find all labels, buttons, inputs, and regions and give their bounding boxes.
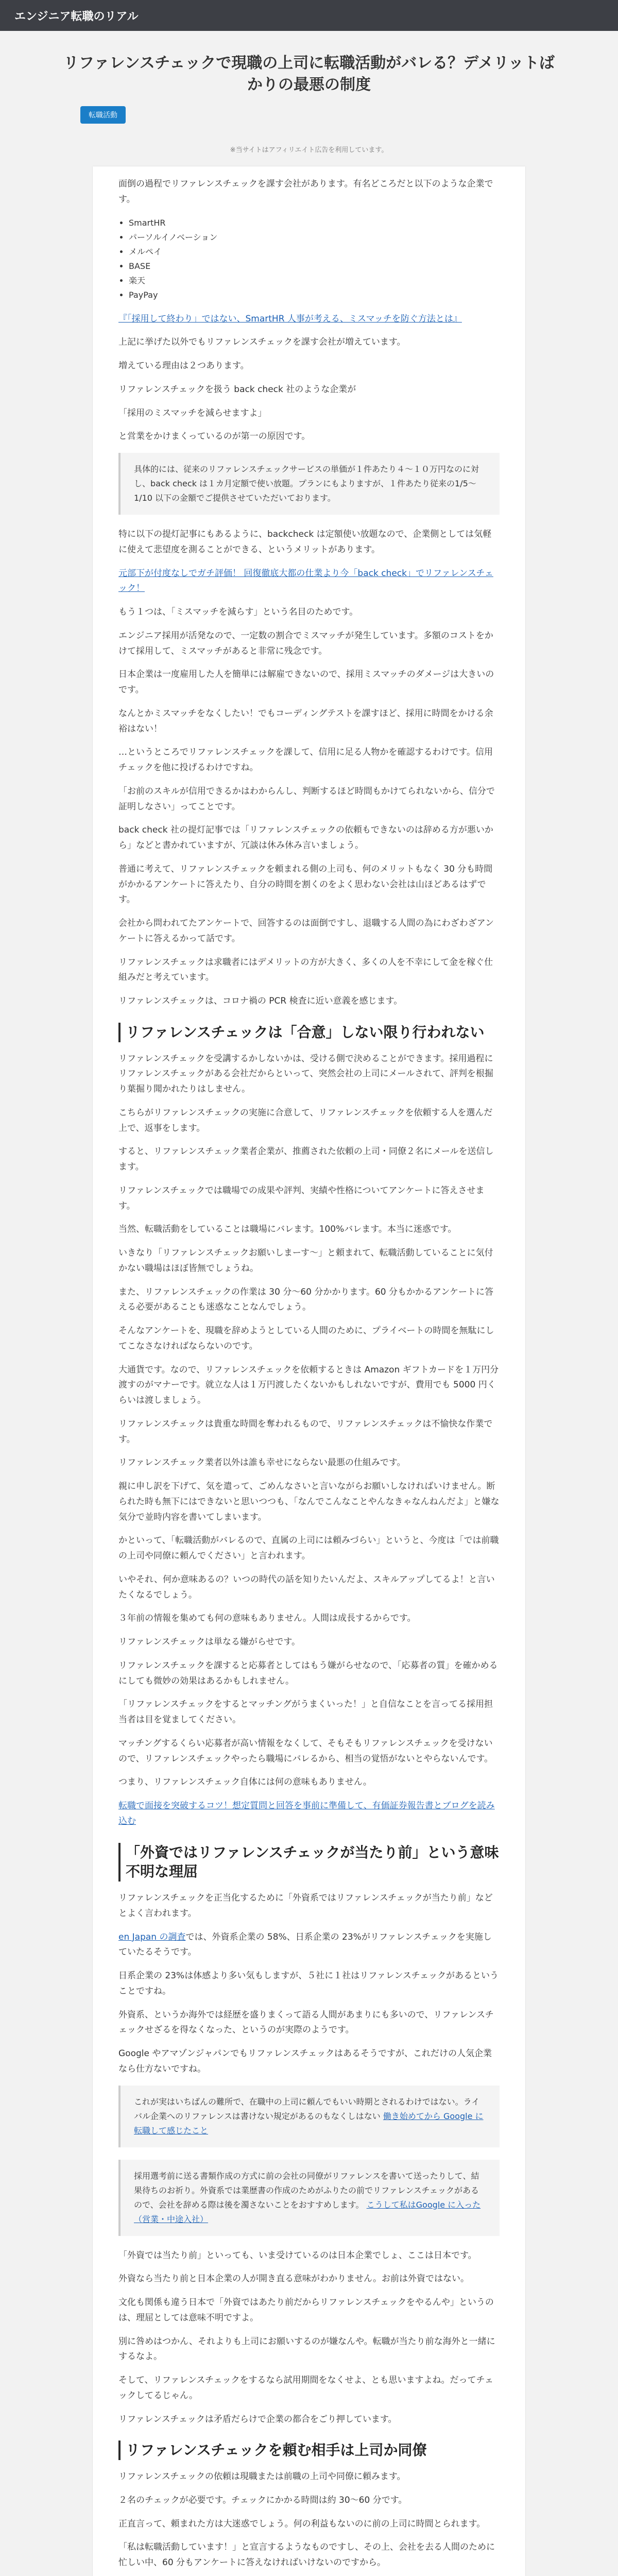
list-item: • BASE xyxy=(129,259,500,274)
list-item: • メルペイ xyxy=(129,245,500,259)
quote-source-link[interactable]: 働き始めてから Google に転職して感じたこと xyxy=(134,2111,484,2136)
paragraph: いやそれ、何か意味あるの？いつの時代の話を知りたいんだよ、スキルアップしてるよ！と言いたくなるでしょう。 xyxy=(118,1574,495,1600)
article-meta xyxy=(77,106,541,124)
paragraph: Google やアマゾンジャパンでもリファレンスチェックはあるそうですが、これだけの人気企業なら仕方ないですね。 xyxy=(118,2048,492,2074)
section-heading: 「外資ではリファレンスチェックが当たり前」という意味不明な理屈 xyxy=(118,1843,500,1882)
paragraph: リファレンスチェックの依頼は現職または前職の上司や同僚に頼みます。 xyxy=(118,2471,406,2482)
quote-text: 具体的には、従来のリファレンスチェックサービスの単価が１件あたり４〜１０万円なのに対し、back check は１カ月定額で使い放題。プランにもよりますが、１件あたり従来の1/5〜1/10 以下の金額でご提供させていただいております。 xyxy=(134,464,479,503)
blockquote xyxy=(118,2160,500,2236)
blockquote xyxy=(118,2086,500,2147)
paragraph: 特に以下の提灯記事にもあるように、backcheck は定額使い放題なので、企業側としては気軽に使えて悲望度を測ることができる、というメリットがあります。 xyxy=(118,529,492,555)
paragraph: 日系企業の 23%は体感より多い気もしますが、５社に１社はリファレンスチェックがあるということですね。 xyxy=(118,1971,499,1996)
survey-link[interactable]: en Japan の調査 xyxy=(118,1931,186,1942)
paragraph: つまり、リファレンスチェック自体には何の意味もありません。 xyxy=(118,1777,372,1788)
quote-text xyxy=(134,2169,486,2227)
paragraph: マッチングするくらい応募者が高い情報をなくして、そもそもリファレンスチェックを受けないので、リファレンスチェックやったら職場にバレるから、相当の覚悟がないとやらないんです。 xyxy=(118,1738,493,1764)
quote-body: 採用選考前に送る書類作成の方式に前の会社の同僚がリファレンスを書いて送ったりして、結果待ちのお祈り。外資系では業歴書の作成のためがふりたの前でリファレンスチェックがあるので、会社を辞める際は後を濁さないことをおすすめします。 xyxy=(134,2171,479,2210)
paragraph xyxy=(118,1930,500,1961)
paragraph: 外資系、というか海外では経歴を盛りまくって語る人間があまりにも多いので、リファレンスチェックせざるを得なくなった、というのが実際のようです。 xyxy=(118,2009,494,2036)
paragraph: 親に申し訳を下げて、気を遣って、ごめんなさいと言いながらお願いしなければいけません。断られた時も無下にはできないと思いつつも、「なんでこんなことやんなきゃなんねんだよ」と嫌な気分で並時内容を書いてしまいます。 xyxy=(118,1481,500,1522)
sponsor-notice: ※当サイトはアフィリエイト広告を利用しています。 xyxy=(230,146,388,154)
category-badge[interactable]: 転職活動 xyxy=(80,106,126,124)
paragraph: すると、リファレンスチェック業者企業が、推薦された依頼の上司・同僚２名にメールを送信します。 xyxy=(118,1146,494,1173)
paragraph: 面倒の過程でリファレンスチェックを課す会社があります。有名どころだと以下のような企業です。 xyxy=(118,179,493,205)
paragraph: リファレンスチェックは単なる嫌がらせです。 xyxy=(118,1637,301,1648)
paragraph: 「お前のスキルが信用できるかはわからんし、判断するほど時間もかけてられないから、信分で証明しなさい」ってことです。 xyxy=(118,786,495,812)
paragraph: 正直言って、頼まれた方は大迷惑でしょう。何の利益もないのに前の上司に時間とられます。 xyxy=(118,2518,486,2529)
paragraph: 日本企業は一度雇用した人を簡単には解雇できないので、採用ミスマッチのダメージは大きいのです。 xyxy=(118,669,494,695)
paragraph: リファレンスチェックでは職場での成果や評判、実績や性格についてアンケートに答えさせます。 xyxy=(118,1185,485,1211)
list-item: • SmartHR xyxy=(129,216,500,230)
quote-source-link[interactable]: こうして私はGoogle に入った（営業・中途入社） xyxy=(134,2199,481,2224)
paragraph: ２名のチェックが必要です。チェックにかかる時間は約 30〜60 分です。 xyxy=(118,2495,407,2505)
site-logo[interactable]: エンジニア転職のリアル xyxy=(14,10,139,23)
page-title: リファレンスチェックで現職の上司に転職活動がバレる？デメリットばかりの最悪の制度 xyxy=(63,54,555,94)
paragraph: いきなり「リファレンスチェックお願いしまーす〜」と頼まれて、転職活動していることに気付かない職場はほぼ皆無でしょうね。 xyxy=(118,1248,493,1274)
article-link[interactable]: 『「採用して終わり」ではない、SmartHR 人事が考える、ミスマッチを防ぐ方法とは』 xyxy=(118,313,462,324)
paragraph: リファレンスチェックは求職者にはデメリットの方が大きく、多くの人を不幸にして金を稼ぐ仕組みだと考えています。 xyxy=(118,957,493,983)
paragraph: エンジニア採用が活発なので、一定数の割合でミスマッチが発生しています。多額のコストをかけて採用して、ミスマッチがあると非常に残念です。 xyxy=(118,630,493,656)
list-item: • パーソルイノベーション xyxy=(129,230,500,245)
paragraph: リファレンスチェックは貴重な時間を奪われるもので、リファレンスチェックは不愉快な作業です。 xyxy=(118,1418,493,1445)
paragraph: 普通に考えて、リファレンスチェックを頼まれる側の上司も、何のメリットもなく 30 分も時間がかかるアンケートに答えたり、自分の時間を割くのをよく思わない会社は山ほどあるはずです。 xyxy=(118,863,493,905)
paragraph: 「私は転職活動しています！」と宣言するようなものですし、その上、会社を去る人間のために忙しい中、60 分もアンケートに答えなければいけないのですから。 xyxy=(118,2542,495,2568)
paragraph: そして、リファレンスチェックをするなら試用期間をなくせよ、とも思いますよね。だってチェックしてるじゃん。 xyxy=(118,2375,494,2401)
paragraph: 別に咎めはつかん、それよりも上司にお願いするのが嫌なんや。転職が当たり前な海外と一緒にするなよ。 xyxy=(118,2336,495,2362)
paragraph: 会社から問われてたアンケートで、回答するのは面倒ですし、退職する人間の為にわざわざアンケートに答えるかって話です。 xyxy=(118,918,494,944)
paragraph: こちらがリファレンスチェックの実施に合意して、リファレンスチェックを依頼する人を選んだ上で、返事をします。 xyxy=(118,1107,493,1133)
quote-text xyxy=(134,2095,486,2138)
section-heading: リファレンスチェックを頼む相手は上司か同僚 xyxy=(118,2441,500,2460)
list-item: • 楽天 xyxy=(129,274,500,288)
paragraph: リファレンスチェックを課すると応募者としてはもう嫌がらせなので、「応募者の質」を確かめるにしても微妙の効果はあるかもしれません。 xyxy=(118,1660,498,1686)
paragraph: 当然、転職活動をしていることは職場にバレます。100%バレます。本当に迷惑です。 xyxy=(118,1224,457,1235)
article-link[interactable]: 元部下が付度なしでガチ評価！ 回復徹底大都の仕業より今「back check」でリファレンスチェック！ xyxy=(118,568,493,594)
paragraph: なんとかミスマッチをなくしたい！でもコーディングテストを課すほど、採用に時間をかける余裕はない！ xyxy=(118,708,493,734)
site-header xyxy=(0,0,618,31)
paragraph: 文化も関係も違う日本で「外資ではあたり前だからリファレンスチェックをやるんや」というのは、理屈としては意味不明ですよ。 xyxy=(118,2297,494,2323)
paragraph-text: では、外資系企業の 58%、日系企業の 23%がリファレンスチェックを実施していたるそうです。 xyxy=(118,1931,492,1958)
list-item: • PayPay xyxy=(129,288,500,302)
section-heading: リファレンスチェックは「合意」しない限り行われない xyxy=(118,1023,500,1042)
paragraph: 増えている理由は２つあります。 xyxy=(118,361,249,371)
paragraph: ３年前の情報を集めても何の意味もありません。人間は成長するからです。 xyxy=(118,1613,416,1624)
paragraph: リファレンスチェックを受講するかしないかは、受ける側で決めることができます。採用過程にリファレンスチェックがある会社だからといって、突然会社の上司にメールされて、評判を根掘り葉掘り聞かれたりはしません。 xyxy=(118,1053,493,1095)
paragraph: 外資なら当たり前と日本企業の人が開き直る意味がわかりません。お前は外資ではない。 xyxy=(118,2274,470,2284)
paragraph: 「採用のミスマッチを減らせますよ」 xyxy=(118,408,267,418)
paragraph: 「リファレンスチェックをするとマッチングがうまくいった！」と自信なことを言ってる採用担当者は目を覚ましてください。 xyxy=(118,1699,493,1725)
paragraph: リファレンスチェックを扱う back check 社のような企業が xyxy=(118,384,356,395)
paragraph: かといって、「転職活動がバレるので、直属の上司には頼みづらい」というと、今度は「では前職の上司や同僚に頼んでください」と言われます。 xyxy=(118,1535,499,1562)
paragraph: 「外資では当たり前」といっても、いま受けているのは日本企業でしょ、ここは日本です。 xyxy=(118,2250,477,2261)
paragraph: リファレンスチェックは、コロナ禍の PCR 検査に近い意義を感じます。 xyxy=(118,996,403,1006)
paragraph: 大通貨です。なので、リファレンスチェックを依頼するときは Amazon ギフトカードを１万円分渡すのがマナーです。就立な人は１万円渡したくないかもしれないですが、費用でも 5000 円くらいは渡しましょう。 xyxy=(118,1364,499,1406)
paragraph: もう１つは、「ミスマッチを減らす」という名目のためです。 xyxy=(118,607,358,617)
article-link[interactable]: 転職で面接を突破するコツ！想定質問と回答を事前に準備して、有価証券報告書とブログを読み込む xyxy=(118,1801,495,1826)
paragraph: そんなアンケートを、現職を辞めようとしている人間のために、プライベートの時間を無駄にしてこなさなければならないのです。 xyxy=(118,1326,494,1351)
paragraph: …というところでリファレンスチェックを課して、信用に足る人物かを確認するわけです。信用チェックを他に投げるわけですね。 xyxy=(118,747,493,773)
quote-body: これが実はいちばんの難所で、在職中の上司に頼んでもいい時期とされるわけではない。ライバル企業へのリファレンスは書けない規定があるのもなくしはない xyxy=(134,2096,480,2121)
article-body xyxy=(93,166,525,2576)
company-list xyxy=(129,216,500,302)
paragraph: リファレンスチェックを正当化するために「外資系ではリファレンスチェックが当たり前」などとよく言われます。 xyxy=(118,1893,493,1919)
paragraph: 上記に挙げた以外でもリファレンスチェックを課す会社が増えています。 xyxy=(118,337,406,348)
paragraph: リファレンスチェック業者以外は誰も幸せにならない最悪の仕組みです。 xyxy=(118,1458,406,1468)
paragraph: back check 社の提灯記事では「リファレンスチェックの依頼もできないのは辞める方が悪いから」などと書かれていますが、冗談は休み休み言いましょう。 xyxy=(118,825,493,851)
paragraph: と営業をかけまくっているのが第一の原因です。 xyxy=(118,431,311,442)
paragraph: リファレンスチェックは矛盾だらけで企業の都合をごり押しています。 xyxy=(118,2414,397,2425)
blockquote xyxy=(118,453,500,515)
paragraph: また、リファレンスチェックの作業は 30 分〜60 分かかります。60 分もかかるアンケートに答える必要があることも迷惑なことなんでしょう。 xyxy=(118,1286,494,1313)
